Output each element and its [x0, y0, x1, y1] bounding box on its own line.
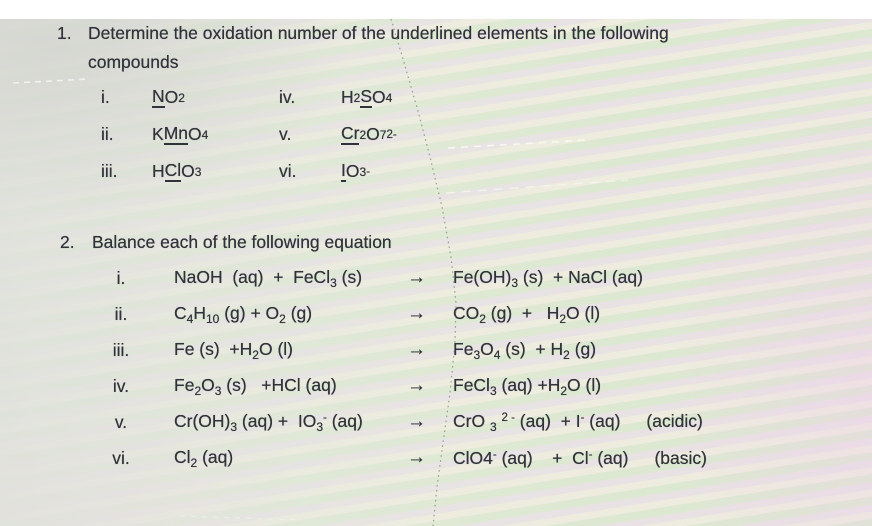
item-formula — [152, 79, 279, 116]
formula-segment: O — [372, 87, 386, 107]
formula-segment: 4 — [493, 347, 501, 362]
item-roman: ii. — [101, 124, 114, 144]
scratch-line — [180, 516, 300, 520]
formula-segment: CO — [453, 302, 480, 323]
formula-segment: (aq) — [326, 410, 363, 431]
equation-lhs — [152, 447, 405, 470]
equation-roman: i. — [116, 267, 126, 288]
formula-segment: Cr — [341, 123, 360, 144]
equation-lhs — [152, 375, 405, 398]
reaction-arrow: → — [407, 267, 426, 288]
formula-segment: (aq) — [584, 410, 621, 431]
formula-segment: - — [323, 411, 327, 424]
formula-segment: H — [341, 87, 354, 107]
reaction-arrow: → — [407, 339, 426, 360]
formula-segment: 2 — [178, 90, 185, 105]
formula-segment: (s) + H — [500, 338, 564, 359]
formula-segment: 2 — [190, 455, 198, 470]
item-formula — [341, 153, 872, 190]
question-title — [88, 19, 669, 77]
formula-segment: Cr(OH) — [174, 410, 231, 431]
equation-roman: iii. — [112, 339, 130, 360]
question-1-heading — [57, 19, 872, 77]
equation-row — [90, 332, 872, 368]
equation-roman: ii. — [114, 303, 128, 324]
question-title: Balance each of the following equation — [92, 232, 392, 252]
formula-segment: 2 — [560, 383, 568, 398]
formula-segment: 2 — [353, 90, 361, 105]
item-roman: iv. — [279, 87, 296, 107]
formula-segment: ClO4 — [453, 447, 493, 468]
reaction-arrow: → — [407, 303, 426, 324]
formula-segment: O — [181, 161, 195, 181]
equation-row — [90, 440, 872, 476]
formula-segment: 2 — [359, 127, 367, 142]
formula-segment: - — [366, 165, 371, 178]
formula-segment: (g) — [569, 338, 597, 359]
formula-segment: 3 — [489, 419, 497, 434]
formula-segment: 3 — [230, 419, 238, 434]
reaction-arrow: → — [407, 447, 426, 468]
formula-segment: 7 — [379, 127, 387, 142]
question-title-line1: Determine the oxidation number of the underlined elements in the following — [88, 23, 669, 43]
formula-segment: O — [366, 124, 380, 144]
equation-rhs — [453, 266, 643, 290]
formula-segment: O — [201, 374, 215, 395]
equation-lhs — [152, 411, 405, 434]
formula-segment: (g) — [285, 302, 313, 323]
formula-segment: (g) + O — [219, 302, 280, 323]
formula-segment: Fe — [453, 338, 474, 359]
item-formula — [152, 116, 279, 153]
equation-rhs — [453, 338, 597, 362]
equation-lhs — [152, 303, 405, 326]
formula-segment: 2 - — [501, 411, 515, 424]
equation-rhs-wrap — [453, 375, 872, 398]
equation-rhs — [453, 448, 628, 468]
formula-segment: 4 — [186, 311, 194, 326]
formula-segment: (aq) + I — [514, 410, 581, 431]
equation-rhs-wrap — [453, 411, 872, 434]
formula-segment: 4 — [385, 90, 393, 105]
compound-list — [101, 79, 872, 190]
formula-segment: 3 — [511, 275, 519, 290]
formula-segment: 2 — [563, 347, 570, 362]
formula-segment: O (l) — [258, 338, 293, 359]
formula-segment: (g) + H — [485, 302, 560, 323]
formula-segment: O — [480, 338, 494, 359]
item-formula — [152, 153, 279, 190]
equation-lhs — [152, 339, 405, 362]
question-title-line2: compounds — [88, 52, 179, 72]
formula-segment: O (l) — [566, 302, 601, 323]
condition-note: (acidic) — [646, 410, 703, 431]
equation-rhs-wrap — [453, 339, 872, 362]
formula-segment: H — [193, 302, 206, 323]
formula-segment: FeCl — [453, 374, 490, 395]
question-1 — [0, 19, 872, 190]
equation-rhs-wrap — [453, 267, 872, 290]
formula-segment: (aq) + Cl — [496, 447, 589, 468]
formula-segment: Fe (s) +H — [174, 338, 253, 359]
formula-segment: 3 — [214, 383, 222, 398]
equation-row — [90, 260, 872, 296]
formula-segment: 3 — [316, 419, 324, 434]
item-roman: v. — [279, 124, 292, 144]
equation-list — [90, 260, 872, 476]
formula-segment: Cl — [174, 446, 191, 467]
formula-segment: 2 — [194, 383, 202, 398]
formula-segment: H — [152, 161, 165, 181]
formula-segment: 2 — [252, 347, 259, 362]
formula-segment: 3 — [194, 164, 202, 179]
equation-roman: vi. — [112, 447, 130, 468]
formula-segment: (aq) — [592, 447, 629, 468]
formula-segment: O — [345, 161, 360, 181]
reaction-arrow: → — [407, 411, 426, 432]
formula-segment: 2 — [279, 311, 286, 326]
equation-roman: v. — [114, 411, 128, 432]
item-formula — [341, 79, 872, 116]
equation-row — [90, 296, 872, 332]
formula-segment: 3 — [489, 383, 497, 398]
formula-segment: 2- — [386, 128, 397, 141]
equation-lhs — [152, 267, 405, 290]
equation-row — [90, 404, 872, 440]
formula-segment: K — [152, 124, 164, 144]
question-2-heading — [60, 228, 872, 257]
formula-segment: N — [152, 86, 165, 107]
formula-segment: O — [164, 87, 179, 107]
formula-segment: 2 — [559, 311, 567, 326]
formula-segment: (aq) + IO — [237, 410, 317, 431]
formula-segment: Fe — [174, 374, 195, 395]
equation-row — [90, 368, 872, 404]
equation-roman: iv. — [112, 375, 130, 396]
formula-segment: 3 — [473, 347, 481, 362]
formula-segment: Fe(OH) — [453, 266, 512, 287]
formula-segment: S — [360, 86, 373, 107]
equation-rhs — [453, 374, 602, 398]
formula-segment: NaOH (aq) + FeCl — [174, 266, 331, 287]
formula-segment: (aq) +H — [496, 374, 561, 395]
question-number: 2. — [60, 232, 75, 252]
formula-segment: 2 — [479, 311, 486, 326]
formula-segment: CrO — [453, 410, 490, 431]
formula-segment: - — [580, 411, 585, 424]
question-number: 1. — [57, 23, 72, 43]
formula-segment: Cl — [164, 160, 182, 181]
equation-rhs-wrap — [453, 303, 872, 326]
formula-segment: - — [492, 448, 497, 461]
formula-segment: Mn — [163, 123, 188, 144]
formula-segment: 10 — [205, 311, 220, 326]
formula-segment: 4 — [201, 127, 209, 142]
item-formula — [341, 116, 872, 153]
item-roman: i. — [101, 87, 110, 107]
formula-segment: (aq) — [197, 446, 234, 467]
formula-segment: C — [174, 302, 187, 323]
formula-segment: O (l) — [567, 374, 602, 395]
formula-segment: (s) + NaCl (aq) — [518, 266, 643, 287]
formula-segment: I — [341, 160, 346, 181]
formula-segment: (s) — [336, 266, 363, 287]
equation-rhs-wrap — [453, 448, 872, 469]
formula-segment: (s) +HCl (aq) — [221, 374, 337, 395]
formula-segment: 3 — [330, 275, 337, 290]
item-roman: vi. — [279, 161, 297, 181]
item-roman: iii. — [101, 161, 118, 181]
reaction-arrow: → — [407, 375, 426, 396]
formula-segment: O — [188, 124, 202, 144]
equation-rhs — [453, 410, 621, 434]
condition-note: (basic) — [654, 447, 707, 468]
question-2 — [0, 228, 872, 476]
worksheet-photo — [0, 19, 872, 526]
formula-segment: 3 — [359, 164, 367, 179]
equation-rhs — [453, 302, 601, 326]
formula-segment: - — [588, 448, 593, 461]
